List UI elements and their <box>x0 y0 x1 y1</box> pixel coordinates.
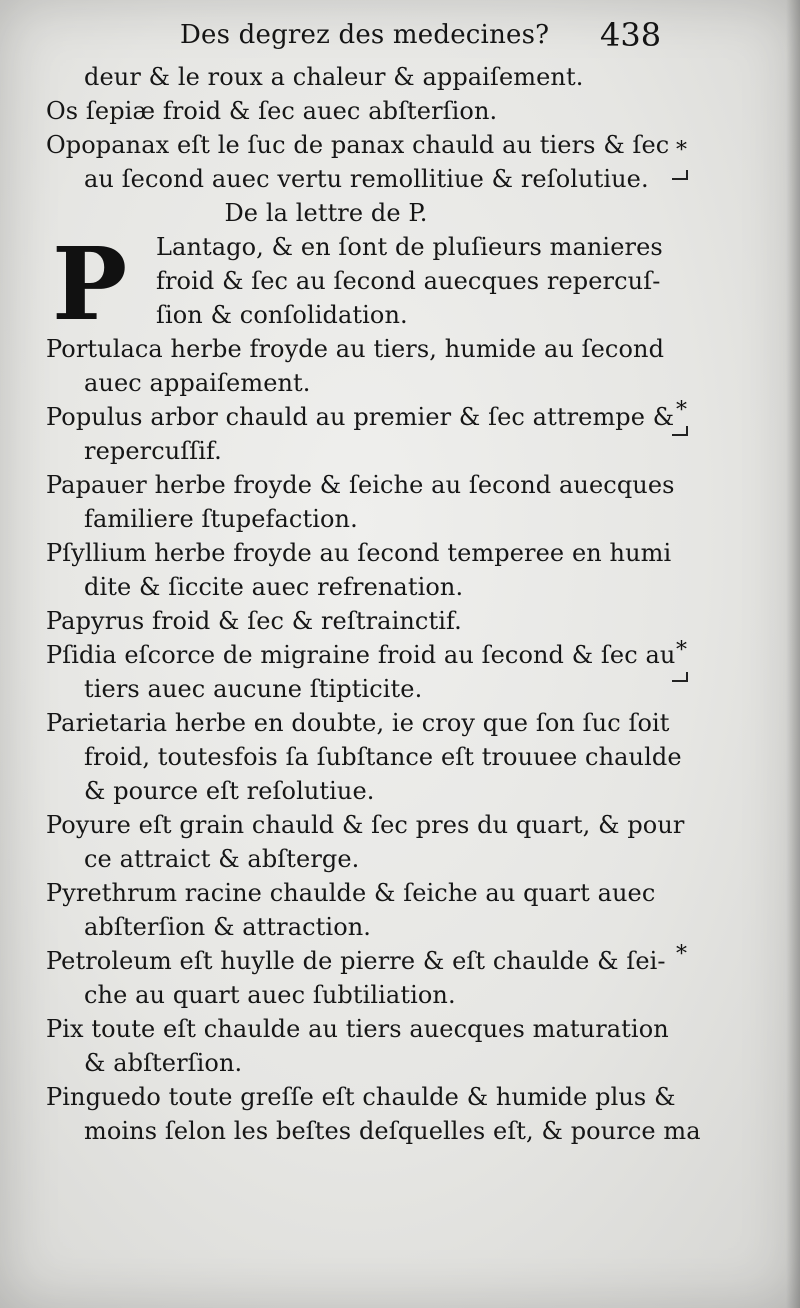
text-line: Opopanax eſt le ſuc de panax chauld au tiers & ſec <box>46 131 670 159</box>
text-line: Petroleum eſt huylle de pierre & eſt chaulde & ſei- <box>46 947 666 975</box>
text-line: moins ſelon les beſtes deſquelles eſt, & pource ma <box>84 1117 701 1145</box>
text-line: Portulaca herbe froyde au tiers, humide au ſecond <box>46 335 665 363</box>
drop-cap: P <box>52 225 128 343</box>
text-line: Populus arbor chauld au premier & ſec attrempe & <box>46 403 675 431</box>
margin-tick <box>672 426 688 436</box>
page-number: 438 <box>600 16 662 54</box>
text-line: ſion & conſolidation. <box>156 301 408 329</box>
page-header <box>180 14 680 58</box>
text-line: Pix toute eſt chaulde au tiers auecques maturation <box>46 1015 669 1043</box>
text-line: che au quart auec ſubtiliation. <box>84 981 456 1009</box>
margin-asterisk: * <box>676 138 687 163</box>
margin-asterisk: * <box>676 638 687 663</box>
text-line: froid & ſec au ſecond auecques repercuſ- <box>156 267 661 295</box>
text-line: repercuſſif. <box>84 437 222 465</box>
text-line: ce attraict & abſterge. <box>84 845 360 873</box>
margin-tick <box>672 672 688 682</box>
text-line: Pinguedo toute greſſe eſt chaulde & humide plus & <box>46 1083 676 1111</box>
text-line: familiere ſtupefaction. <box>84 505 358 533</box>
text-line: Os ſepiæ froid & ſec auec abſterſion. <box>46 97 498 125</box>
margin-asterisk: * <box>676 398 687 423</box>
text-line: Papauer herbe froyde & ſeiche au ſecond auecques <box>46 471 675 499</box>
text-line: Pſyllium herbe froyde au ſecond temperee en humi <box>46 539 672 567</box>
text-line: Papyrus froid & ſec & reſtrainctif. <box>46 607 462 635</box>
text-line: Parietaria herbe en doubte, ie croy que ſon ſuc ſoit <box>46 709 670 737</box>
text-line: Pyrethrum racine chaulde & ſeiche au quart auec <box>46 879 656 907</box>
page-edge-shadow <box>786 0 800 1308</box>
text-line: au ſecond auec vertu remollitiue & reſolutiue. <box>84 165 649 193</box>
margin-tick <box>672 170 688 180</box>
text-line: Lantago, & en ſont de pluſieurs manieres <box>156 233 663 261</box>
text-line: & pource eſt reſolutiue. <box>84 777 375 805</box>
text-line: froid, toutesfois ſa ſubſtance eſt trouuee chaulde <box>84 743 682 771</box>
text-line: Poyure eſt grain chauld & ſec pres du quart, & pour <box>46 811 685 839</box>
running-title: Des degrez des medecines? <box>180 20 550 50</box>
text-line: tiers auec aucune ſtipticite. <box>84 675 423 703</box>
text-line: dite & ſiccite auec refrenation. <box>84 573 464 601</box>
text-line: & abſterſion. <box>84 1049 243 1077</box>
text-line: abſterſion & attraction. <box>84 913 372 941</box>
text-line: deur & le roux a chaleur & appaiſement. <box>84 63 584 91</box>
text-line: Pſidia eſcorce de migraine froid au ſecond & ſec au <box>46 641 676 669</box>
section-heading: De la lettre de P. <box>224 199 428 227</box>
margin-asterisk: * <box>676 942 687 967</box>
text-line: auec appaiſement. <box>84 369 311 397</box>
